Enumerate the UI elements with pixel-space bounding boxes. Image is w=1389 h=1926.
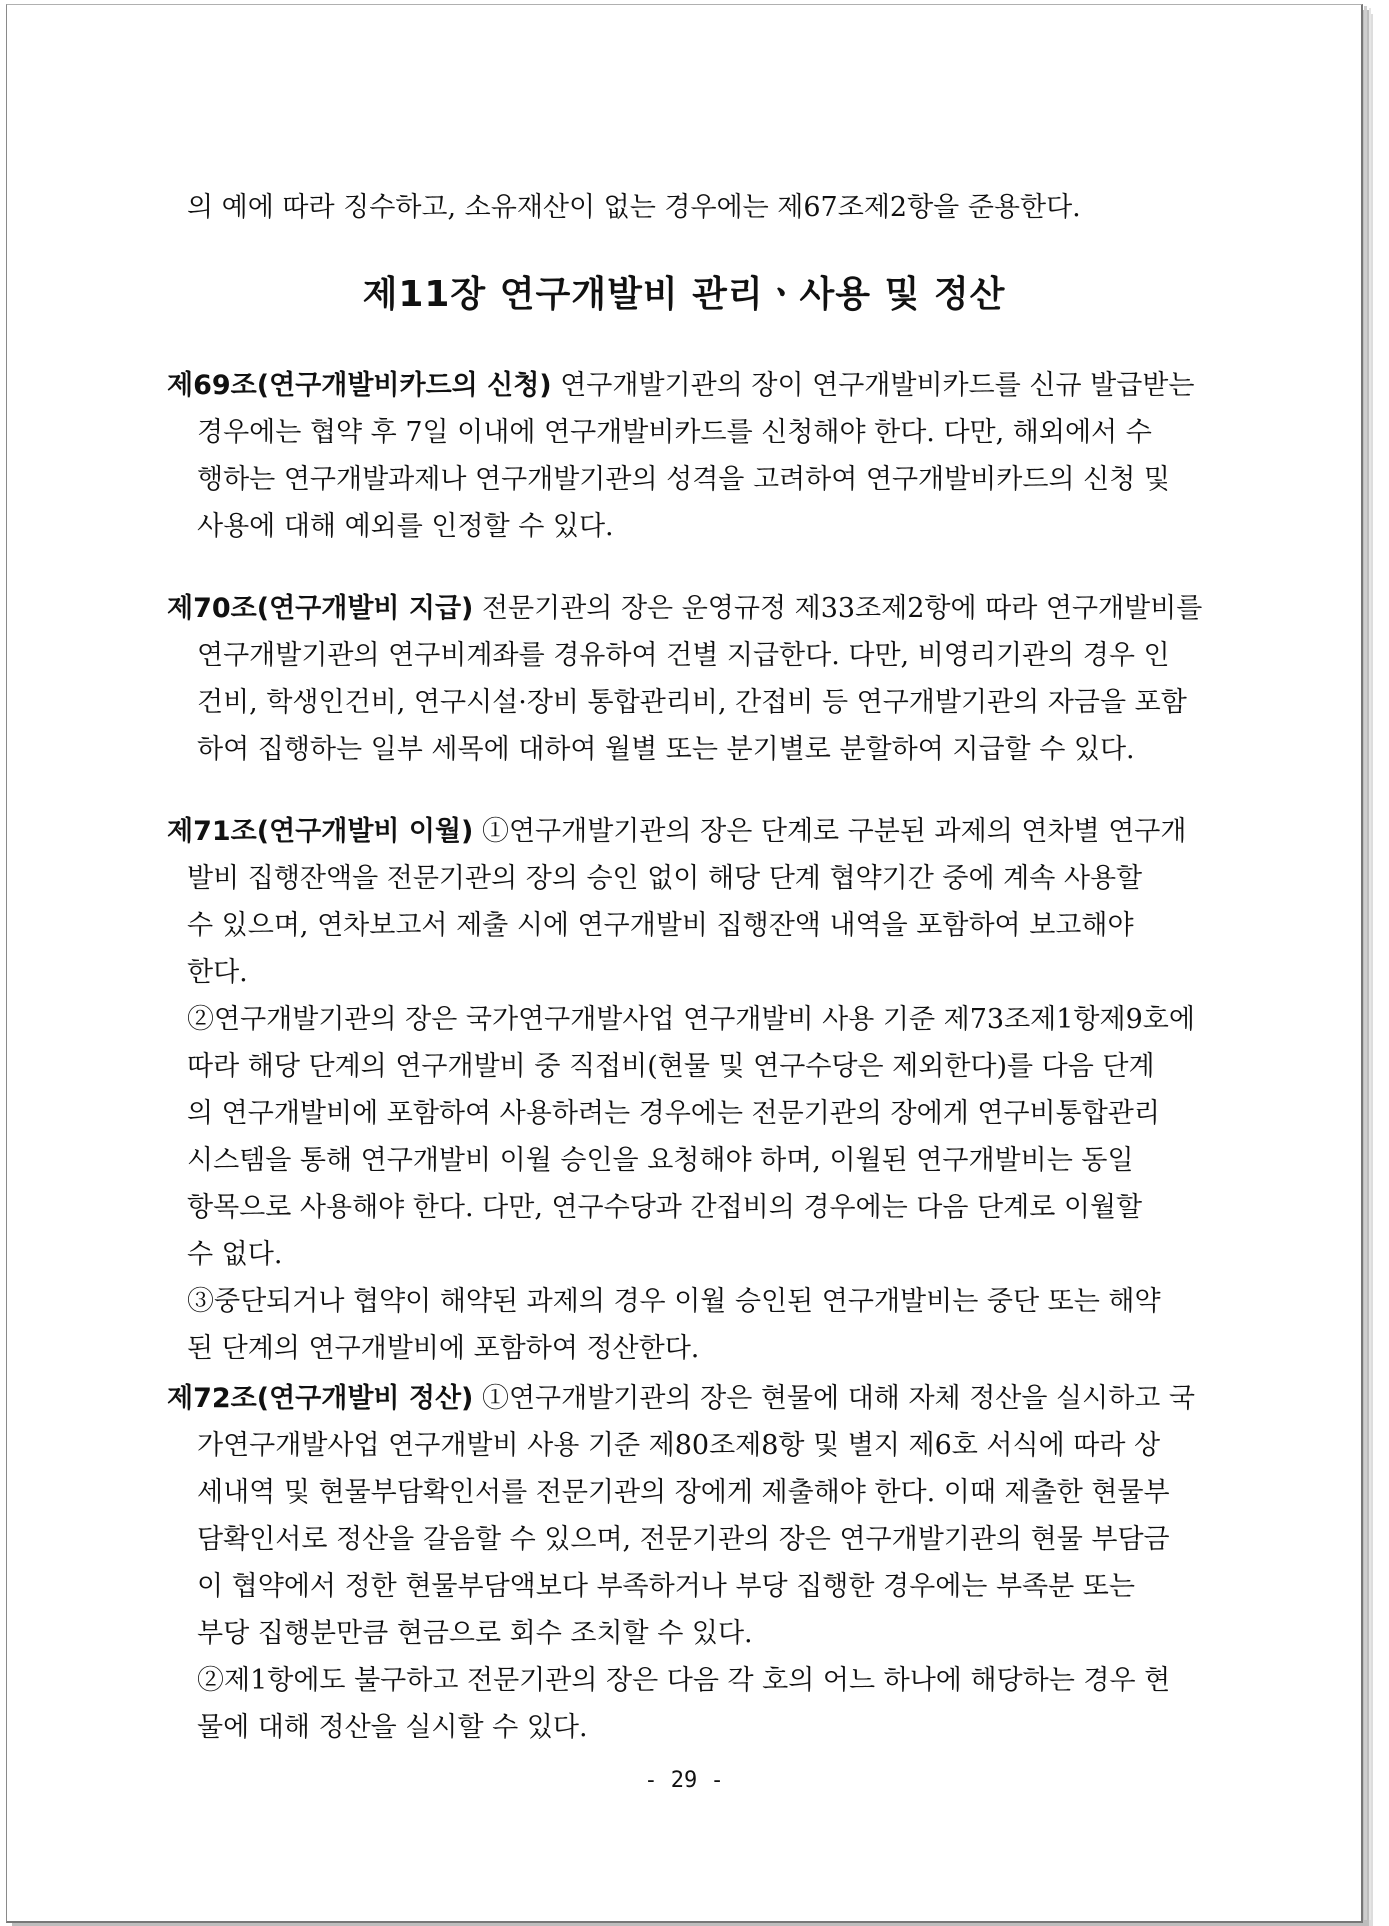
article-71-line-8: 시스템을 통해 연구개발비 이월 승인을 요청해야 하며, 이월된 연구개발비는 동일 (187, 1145, 1134, 1176)
article-72-line-1 (167, 1382, 1195, 1416)
article-69-line-2: 경우에는 협약 후 7일 이내에 연구개발비카드를 신청해야 한다. 다만, 해외에서 수 (197, 417, 1152, 448)
article-71-line-5: ②연구개발기관의 장은 국가연구개발사업 연구개발비 사용 기준 제73조제1항제9호에 (187, 1004, 1195, 1035)
article-70-line-2: 연구개발기관의 연구비계좌를 경유하여 건별 지급한다. 다만, 비영리기관의 경우 인 (197, 640, 1170, 671)
article-72-text-1: ①연구개발기관의 장은 현물에 대해 자체 정산을 실시하고 국 (473, 1383, 1196, 1414)
article-71-text-1: ①연구개발기관의 장은 단계로 구분된 과제의 연차별 연구개 (473, 816, 1187, 847)
article-70-line-4: 하여 집행하는 일부 세목에 대하여 월별 또는 분기별로 분할하여 지급할 수 있다. (197, 734, 1135, 765)
article-69-heading: 제69조(연구개발비카드의 신청) (167, 370, 552, 401)
article-71-line-4: 한다. (187, 957, 248, 988)
article-72-line-4: 담확인서로 정산을 갈음할 수 있으며, 전문기관의 장은 연구개발기관의 현물 부담금 (197, 1524, 1170, 1555)
article-72-line-6: 부당 집행분만큼 현금으로 회수 조치할 수 있다. (197, 1618, 753, 1649)
article-70-line-1 (167, 592, 1202, 626)
article-71-line-11: ③중단되거나 협약이 해약된 과제의 경우 이월 승인된 연구개발비는 중단 또는 해약 (187, 1286, 1161, 1317)
article-70-text-1: 전문기관의 장은 운영규정 제33조제2항에 따라 연구개발비를 (473, 593, 1203, 624)
article-69-line-4: 사용에 대해 예외를 인정할 수 있다. (197, 511, 614, 542)
article-72-line-3: 세내역 및 현물부담확인서를 전문기관의 장에게 제출해야 한다. 이때 제출한 현물부 (197, 1477, 1170, 1508)
chapter-title: 제11장 연구개발비 관리ㆍ사용 및 정산 (362, 274, 1006, 315)
article-71-line-12: 된 단계의 연구개발비에 포함하여 정산한다. (187, 1333, 700, 1364)
article-72-line-2: 가연구개발사업 연구개발비 사용 기준 제80조제8항 및 별지 제6호 서식에 따라 상 (197, 1430, 1161, 1461)
article-71-line-7: 의 연구개발비에 포함하여 사용하려는 경우에는 전문기관의 장에게 연구비통합관리 (187, 1098, 1160, 1129)
article-71-line-6: 따라 해당 단계의 연구개발비 중 직접비(현물 및 연구수당은 제외한다)를 다음 단계 (187, 1051, 1155, 1082)
article-71-line-3: 수 있으며, 연차보고서 제출 시에 연구개발비 집행잔액 내역을 포함하여 보고해야 (187, 910, 1134, 941)
article-69-line-3: 행하는 연구개발과제나 연구개발기관의 성격을 고려하여 연구개발비카드의 신청 및 (197, 464, 1170, 495)
article-71-line-1 (167, 815, 1186, 849)
article-72-heading: 제72조(연구개발비 정산) (167, 1383, 474, 1414)
article-71-heading: 제71조(연구개발비 이월) (167, 816, 474, 847)
article-72-line-7: ②제1항에도 불구하고 전문기관의 장은 다음 각 호의 어느 하나에 해당하는 경우 현 (197, 1665, 1171, 1696)
article-72-line-8: 물에 대해 정산을 실시할 수 있다. (197, 1712, 588, 1743)
article-69-text-1: 연구개발기관의 장이 연구개발비카드를 신규 발급받는 (551, 370, 1195, 401)
article-72-line-5: 이 협약에서 정한 현물부담액보다 부족하거나 부당 집행한 경우에는 부족분 또는 (197, 1571, 1135, 1602)
page-number: - 29 - (644, 1768, 724, 1793)
article-71-line-2: 발비 집행잔액을 전문기관의 장의 승인 없이 해당 단계 협약기간 중에 계속 사용할 (187, 863, 1143, 894)
page-stack-edge (1364, 6, 1367, 1920)
article-70-heading: 제70조(연구개발비 지급) (167, 593, 474, 624)
intro-line: 의 예에 따라 징수하고, 소유재산이 없는 경우에는 제67조제2항을 준용한다. (187, 192, 1081, 223)
article-71-line-10: 수 없다. (187, 1239, 283, 1270)
article-69-line-1 (167, 369, 1194, 403)
article-71-line-9: 항목으로 사용해야 한다. 다만, 연구수당과 간접비의 경우에는 다음 단계로 이월할 (187, 1192, 1143, 1223)
article-70-line-3: 건비, 학생인건비, 연구시설·장비 통합관리비, 간접비 등 연구개발기관의 자금을 포함 (197, 687, 1187, 718)
page-stack-edge-outer (1369, 8, 1371, 1920)
document-page (6, 4, 1363, 1923)
